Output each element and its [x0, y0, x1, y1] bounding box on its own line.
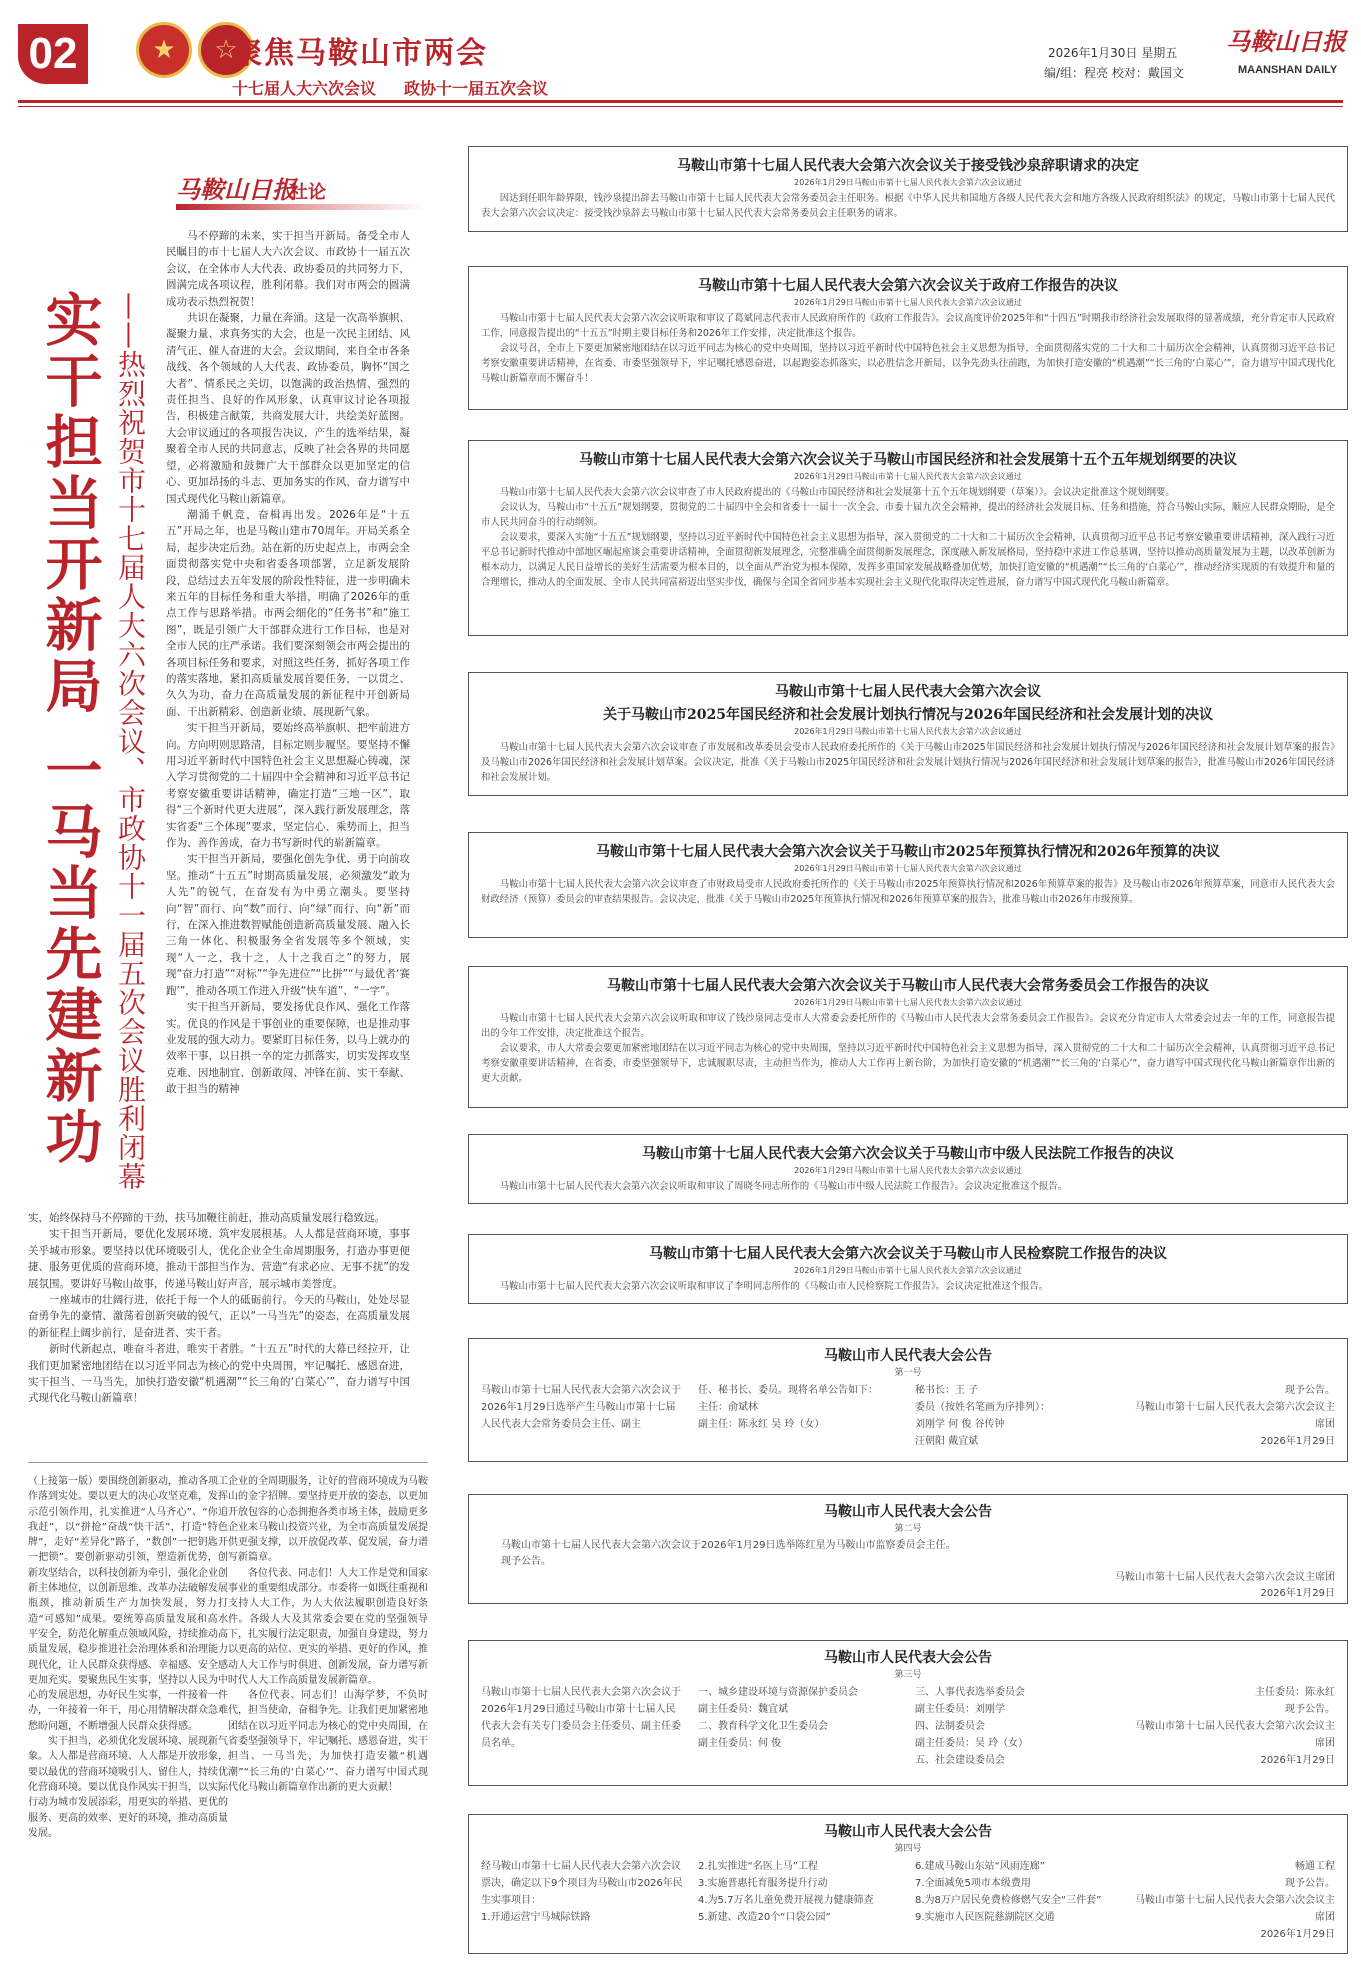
notice-title: 马鞍山市人民代表大会公告 — [824, 1504, 992, 1520]
notice-col: 畅通工程 现予公告。 马鞍山市第十七届人民代表大会第六次会议主席团 2026年1月29日 — [1135, 1861, 1335, 1940]
editorial-tag: 社论 — [290, 182, 326, 203]
resolution-date: 2026年1月29日马鞍山市第十七届人民代表大会第六次会议通过 — [794, 864, 1022, 873]
masthead — [0, 0, 1361, 110]
notice-col: 任、秘书长、委员。现将名单公告如下： 主任：俞斌林 副主任：陈永红 吴 玲（女） — [698, 1385, 878, 1430]
resolution-box — [468, 266, 1348, 410]
resolution-title: 马鞍山市第十七届人民代表大会第六次会议关于马鞍山市2025年预算执行情况和2026年预算的决议 — [596, 844, 1220, 860]
notice-title: 马鞍山市人民代表大会公告 — [824, 1824, 992, 1840]
notice-box — [468, 1338, 1348, 1462]
resolution-text: 会议要求，市人大常委会要更加紧密地团结在以习近平同志为核心的党中央周围，坚持以习近平新时代中国特色社会主义思想为指导，深入贯彻党的二十大和二十届历次全会精神，认真贯彻习近平总书记考察安徽重要讲话精神，在省委、市委坚强领导下，忠诚履职尽责，主动担当作为，推动人大工作再上新台阶，为加快打造安徽的“机遇潮”“长三角的‘白菜心’”，奋力谱写中国式现代化马鞍山新篇章作出新的更大贡献。 — [481, 1043, 1335, 1084]
lower-divider — [28, 1462, 428, 1463]
notice-text: 马鞍山市第十七届人民代表大会第六次会议于2026年1月29日选举陈红星为马鞍山市监察委员会主任。 — [501, 1540, 956, 1551]
notice-title: 马鞍山市人民代表大会公告 — [824, 1650, 992, 1666]
cppcc-emblem-icon: ☆ — [198, 22, 254, 78]
editorial-subheadline: ——热烈祝贺市十七届人大六次会议、市政协十一届五次会议胜利闭幕 — [114, 292, 147, 1191]
editorial-body-continued: 实，始终保持马不停蹄的干劲，扶马加鞭往前赶，推动高质量发展行稳致远。 实干担当开新局，要优化发展环境、筑牢发展根基。人人都是营商环境，事事关乎城市形象。要坚持以优环境吸引人，优化企业全生命周期服务，打造办事更便捷、服务更优质的营商环境，推动干部担当作为、营造“有求必应、无事不扰”的发展氛围。要讲好马鞍山故事，传递马鞍山好声音，展示城市美誉度。 一座城市的壮阔行进，依托于每一个人的砥砺前行。今天的马鞍山，处处尽显奋勇争先的豪情、激荡着创新突破的锐气，正以“一马当先”的姿态，在高质量发展的新征程上阔步前行，是奋进者、实干者。 新时代新起点，唯奋斗者进，唯实干者胜。“十五五”时代的大幕已经拉开，让我们更加紧密地团结在以习近平同志为核心的党中央周围，牢记嘱托、感恩奋进，实干担当、一马当先，加快打造安徽“机遇潮”“长三角的‘白菜心’”，奋力谱写中国式现代化马鞍山新篇章！ — [28, 1212, 410, 1405]
notice-date: 2026年1月29日 — [1260, 1588, 1335, 1599]
notice-text: 现予公告。 — [501, 1556, 551, 1567]
notice-number: 第三号 — [894, 1670, 922, 1680]
national-emblem-icon: ★ — [136, 22, 192, 78]
notice-col: 经马鞍山市第十七届人民代表大会第六次会议票决，确定以下9个项目为马鞍山市2026年民生实事项目： 1.开通运营宁马城际铁路 — [481, 1861, 683, 1923]
resolution-date: 2026年1月29日马鞍山市第十七届人民代表大会第六次会议通过 — [794, 472, 1022, 481]
notice-title: 马鞍山市人民代表大会公告 — [824, 1348, 992, 1364]
resolution-box — [468, 966, 1348, 1108]
header-rule-thin — [18, 106, 1343, 107]
resolution-text: 马鞍山市第十七届人民代表大会第六次会议审查了市人民政府提出的《马鞍山市国民经济和社会发展第十五个五年规划纲要（草案）》。会议决定批准这个规划纲要。 — [499, 487, 1175, 498]
resolution-box — [468, 672, 1348, 796]
resolution-box — [468, 1134, 1348, 1204]
resolution-date: 2026年1月29日马鞍山市第十七届人民代表大会第六次会议通过 — [794, 1166, 1022, 1175]
notice-box — [468, 1640, 1348, 1786]
resolution-text: 马鞍山市第十七届人民代表大会第六次会议听取和审议了钱沙泉同志受市人大常委会委托所作的《马鞍山市人民代表大会常务委员会工作报告》。会议充分肯定市人大常委会过去一年的工作，同意报告提出的今年工作安排，决定批准这个报告。 — [481, 1013, 1335, 1039]
resolution-text: 会议要求，要深入实施“十五五”规划纲要，坚持以习近平新时代中国特色社会主义思想为指导，深入贯彻党的二十大和二十届历次全会精神，认真贯彻习近平总书记考察安徽重要讲话精神，深入践行习近平总书记新时代推动中部地区崛起座谈会重要讲话精神，全面贯彻新发展理念，完整准确全面贯彻新发展理念，深度融入新发展格局，坚持稳中求进工作总基调，坚持以推动高质量发展为主题，以改革创新为根本动力，以满足人民日益增长的美好生活需要为根本目的，以全面从严治党为根本保障，发挥多重国家发展战略叠加优势，加快打造安徽的“机遇潮”“长三角的‘白菜心’”，推动经济实现质的有效提升和量的合理增长，推动人的全面发展、全市人民共同富裕迈出坚实步伐，确保与全国全省同步基本实现社会主义现代化取得决定性进展，奋力谱写中国式现代化马鞍山新篇章。 — [481, 532, 1335, 588]
notice-col: 秘书长：王 子 委员（按姓名笔画为序排列）： 刘刚学 何 俊 谷传钟 汪朝阳 戴宜斌 — [915, 1385, 1050, 1447]
newspaper-logo-en: MAANSHAN DAILY — [1238, 64, 1338, 76]
resolution-title: 马鞍山市第十七届人民代表大会第六次会议 — [775, 684, 1041, 700]
notice-col: 马鞍山市第十七届人民代表大会第六次会议于2026年1月29日通过马鞍山市第十七届人民代表大会有关专门委员会主任委员、副主任委员名单。 — [481, 1687, 681, 1749]
resolution-box — [468, 832, 1348, 938]
section-subtitle: 十七届人大六次会议 政协十一届五次会议 — [232, 79, 549, 98]
newspaper-logo: 马鞍山日报 — [1226, 27, 1346, 56]
resolution-date: 2026年1月29日马鞍山市第十七届人民代表大会第六次会议通过 — [794, 1266, 1022, 1275]
resolution-title: 马鞍山市第十七届人民代表大会第六次会议关于马鞍山市人民检察院工作报告的决议 — [649, 1246, 1167, 1262]
editorial-headline: 实干担当开新局 一马当先建新功 — [36, 290, 102, 1168]
resolution-text: 马鞍山市第十七届人民代表大会第六次会议审查了市财政局受市人民政府委托所作的《关于马鞍山市2025年预算执行情况和2026年预算草案的报告》及马鞍山市2026年预算草案，同意市人民代表大会财政经济（预算）委员会的审查结果报告。会议决定，批准《关于马鞍山市2025年预算执行情况和2026年预算草案的报告》，批准马鞍山市2026年市级预算。 — [481, 879, 1335, 905]
resolution-date: 2026年1月29日马鞍山市第十七届人民代表大会第六次会议通过 — [794, 727, 1022, 736]
notice-box — [468, 1814, 1348, 1954]
notice-box — [468, 1494, 1348, 1604]
notice-col: 三、人事代表选举委员会 副主任委员：刘刚学 四、法制委员会 副主任委员：吴 玲（女） 五、社会建设委员会 — [915, 1687, 1029, 1766]
resolution-text: 会议号召，全市上下要更加紧密地团结在以习近平同志为核心的党中央周围，坚持以习近平新时代中国特色社会主义思想为指导，全面贯彻落实党的二十大和二十届历次全会精神，认真贯彻习近平总书记考察安徽重要讲话精神，在省委、市委坚强领导下，牢记嘱托感恩奋进，以起跑姿态抓落实，以必胜信念开新局，以争先劲头往前跑，为加快打造安徽的“机遇潮”“长三角的‘白菜心’”，奋力谱写中国式现代化马鞍山新篇章而不懈奋斗！ — [481, 343, 1335, 384]
resolution-date: 2026年1月29日马鞍山市第十七届人民代表大会第六次会议通过 — [794, 998, 1022, 1007]
resolution-text: 因达到任职年龄界限，钱沙泉提出辞去马鞍山市第十七届人民代表大会常务委员会主任职务。根据《中华人民共和国地方各级人民代表大会和地方各级人民政府组织法》的规定，马鞍山市第十七届人民代表大会第六次会议决定：接受钱沙泉辞去马鞍山市第十七届人民代表大会常务委员会主任职务的请求。 — [481, 193, 1335, 219]
resolution-text: 马鞍山市第十七届人民代表大会第六次会议审查了市发展和改革委员会受市人民政府委托所作的《关于马鞍山市2025年国民经济和社会发展计划执行情况与2026年国民经济和社会发展计划草案的报告》及马鞍山市2026年国民经济和社会发展计划草案。会议决定，批准《关于马鞍山市2025年国民经济和社会发展计划执行情况与2026年国民经济和社会发展计划草案的报告》，批准马鞍山市2026年国民经济和社会发展计划。 — [481, 742, 1335, 783]
resolution-title: 马鞍山市第十七届人民代表大会第六次会议关于政府工作报告的决议 — [698, 278, 1118, 294]
notice-col: 6.建成马鞍山东站“风雨连廊” 7.全面减免5项市本级费用 8.为8万户居民免费检修燃气安全“三件套” 9.实施市人民医院慈湖院区交通 — [915, 1861, 1102, 1923]
notice-number: 第二号 — [894, 1524, 922, 1534]
notice-signature: 马鞍山市第十七届人民代表大会第六次会议主席团 — [1115, 1572, 1335, 1583]
notice-col: 现予公告。 马鞍山市第十七届人民代表大会第六次会议主席团 2026年1月29日 — [1135, 1385, 1335, 1447]
resolution-title-line2: 关于马鞍山市2025年国民经济和社会发展计划执行情况与2026年国民经济和社会发展计划的决议 — [603, 707, 1213, 723]
resolution-title: 马鞍山市第十七届人民代表大会第六次会议关于马鞍山市中级人民法院工作报告的决议 — [642, 1146, 1174, 1162]
resolution-box — [468, 1234, 1348, 1304]
resolution-text: 马鞍山市第十七届人民代表大会第六次会议听取和审议了葛斌同志代表市人民政府所作的《政府工作报告》。会议高度评价2025年和“十四五”时期我市经济社会发展取得的显著成绩，充分肯定市人民政府工作，同意报告提出的“十五五”时期主要目标任务和2026年工作安排，决定批准这个报告。 — [481, 313, 1335, 339]
editorial-logo: 马鞍山日报 — [176, 175, 296, 204]
header-rule — [18, 100, 1343, 103]
resolution-date: 2026年1月29日马鞍山市第十七届人民代表大会第六次会议通过 — [794, 178, 1022, 187]
resolution-text: 马鞍山市第十七届人民代表大会第六次会议听取和审议了李明同志所作的《马鞍山市人民检察院工作报告》。会议决定批准这个报告。 — [499, 1281, 1049, 1292]
notice-number: 第一号 — [894, 1368, 922, 1378]
editorial-swoosh — [176, 204, 426, 210]
notice-col: 2.扎实推进“名医上马”工程 3.实施普惠托育服务提升行动 4.为5.7万名儿童免费开展视力健康筛查 5.新建、改造20个“口袋公园” — [698, 1861, 874, 1923]
notice-number: 第四号 — [894, 1844, 922, 1854]
issue-date: 2026年1月30日 星期五 — [1048, 46, 1178, 60]
notice-col: 马鞍山市第十七届人民代表大会第六次会议于2026年1月29日选举产生马鞍山市第十七届人民代表大会常务委员会主任、副主 — [481, 1385, 681, 1430]
continued-article-col2: 企业的全周期服务，让好的营商环境成为马鞍山的金字招牌。要坚持更开放的姿态，以更加开放包容的心态拥抱各类市场主体，鼓励更多企业来马鞍山投资兴业，为全市高质量发展提供更强支撑，以开放促改革、促发展，奋力谱写新篇章。 各位代表、同志们！人大工作是党和国家事业的重要组成部分。市委将一如既往重视和支持人大工作，为人大依法履职创造良好条件。各级人大及其常委会要在党的坚强领导下，扎实履行法定职责，加强自身建设，努力以更高的站位、更实的举措、更好的作风，推动人大工作与时俱进、创新发展，奋力谱写新时代人大工作高质量发展新篇章。 各位代表、同志们！山海学梦，不负时代，担当使命，奋楫争先。让我们更加紧密地团结在以习近平同志为核心的党中央周围，在省委坚强领导下，牢记嘱托、感恩奋进，实干担当、一马当先，为加快打造安徽“机遇潮”“长三角的‘白菜心’”、奋力谱写中国式现代化马鞍山新篇章作出新的更大贡献！ — [228, 1476, 428, 1793]
resolution-date: 2026年1月29日马鞍山市第十七届人民代表大会第六次会议通过 — [794, 298, 1022, 307]
resolution-box — [468, 440, 1348, 636]
notice-col: 一、城乡建设环境与资源保护委员会 副主任委员：魏宜斌 二、教育科学文化卫生委员会 副主任委员：何 俊 — [698, 1687, 858, 1749]
notice-col: 主任委员：陈永红 现予公告。 马鞍山市第十七届人民代表大会第六次会议主席团 2026年1月29日 — [1135, 1687, 1335, 1766]
editorial-body: 马不停蹄的未来，实干担当开新局。备受全市人民瞩目的市十七届人大六次会议、市政协十一届五次会议，在全体市人大代表、政协委员的共同努力下，圆满完成各项议程，胜利闭幕。我们对市两会的圆满成功表示热烈祝贺！ 共识在凝聚，力量在奔涌。这是一次高举旗帜、凝聚力量、求真务实的大会，也是一次民主团结、风清气正、催人奋进的大会。会议期间，来自全市各条战线、各个领域的人大代表、政协委员，胸怀“国之大者”、情系民之关切，以饱满的政治热情、强烈的责任担当、良好的作风形象，认真审议讨论各项报告，积极建言献策，共商发展大计，共绘美好蓝图。大会审议通过的各项报告决议，产生的选举结果，凝聚着全市人民的共同意志，反映了社会各界的共同愿望，必将激励和鼓舞广大干部群众以更加坚定的信心、更加昂扬的斗志、更加务实的作风，奋力谱写中国式现代化马鞍山新篇章。 潮涌千帆竞，奋楫再出发。2026年是“十五五”开局之年，也是马鞍山建市70周年。开局关系全局，起步决定后劲。站在新的历史起点上，市两会全面贯彻落实党中央和省委各项部署，立足新发展阶段，总结过去五年发展的阶段性特征，进一步明确未来五年的目标任务和重大举措，明确了2026年的重点工作与思路举措。市两会细化的“任务书”和“施工图”，既是引领广大干部群众进行工作目标，也是对全市人民的庄严承诺。我们要深刻领会市两会提出的各项目标任务和要求，对照这些任务，抓好各项工作的落实落地，紧扣高质量发展首要任务，一以贯之、久久为功，奋力在高质量发展的新征程中开创新局面、干出新精彩、创造新业绩、展现新气象。 实干担当开新局，要始终高举旗帜、把牢前进方向。方向明则思路清，目标定则步履坚。要坚持不懈用习近平新时代中国特色社会主义思想凝心铸魂，深入学习贯彻党的二十届四中全会精神和习近平总书记考察安徽重要讲话精神，确定打造“三地一区”、取得“三个新时代更大进展”，深入践行新发展理念，落实省委“三个体现”要求，坚定信心、乘势而上，担当作为、善作善成，奋力书写新时代的崭新篇章。 实干担当开新局，要强化创先争优、勇于向前攻坚。推动“十五五”时期高质量发展，必须激发“敢为人先”的锐气，在奋发有为中勇立潮头。要坚持向“智”而行、向“数”而行、向“绿”而行、向“新”而行，在深入推进数智赋能创造新高质量发展、融入长三角一体化、积极服务全省发展等多个领域，实现“人一之，我十之，人十之我百之”的努力，展现“奋力打造”“对标”“争先进位”“比拼”“与最优者‘赛跑’”，推动各项工作进入升级“快车道”、“一字”。 实干担当开新局，要发扬优良作风、强化工作落实。优良的作风是干事创业的重要保障，也是推动事业发展的强大动力。要紧盯目标任务，以马上就办的效率干事，以日拱一卒的定力抓落实，切实发挥攻坚克难、因地制宜、创新敢闯、冲锋在前、实干奉献、敢于担当的精神 — [166, 230, 410, 1096]
editor-credits: 编/组：程亮 校对：戴国文 — [1044, 66, 1184, 80]
resolution-title: 马鞍山市第十七届人民代表大会第六次会议关于马鞍山市人民代表大会常务委员会工作报告的决议 — [607, 978, 1209, 994]
resolution-box — [468, 146, 1348, 232]
page-number: 02 — [18, 24, 88, 84]
resolution-title: 马鞍山市第十七届人民代表大会第六次会议关于接受钱沙泉辞职请求的决定 — [677, 158, 1139, 174]
continued-article-col1: （上接第一版）要围绕创新驱动，推动各项工作落到实处。要以更大的决心攻坚克难，发挥示范引领作用，扎实推进“人马齐心”、“你追我赶”，以“拼抢”奋战“快干活”，打造“特色牌”，走好“差异化”路子，“数创”一把钥匙开一把锁”。要创新驱动引领，塑造新优势，创新攻坚结合，以科技创新为牵引，强化企业创新主体地位，以创新思维、改革办法破解发展瓶颈，推动新质生产力加快发展，努力打造“可感知”成果。要统筹高质量发展和高水平安全，防范化解重点领域风险，持续推动高质量发展，稳步推进社会治理体系和治理能力现代化，让人民群众获得感、幸福感、安全感更加充实。要聚焦民生实事，坚持以人民为中心的发展思想，办好民生实事，一件接着一件办，一年接着一年干，用心用情解决群众急难愁盼问题，不断增强人民群众获得感。 实干担当，必须优化发展环境、展现新气象。人人都是营商环境、人人都是开放形象，要以最优的营商环境吸引人、留住人，持续优化营商环境。要以优良作风实干担当，以实际行动为城市发展添彩，用更实的举措、更优的服务、更高的效率、更好的环境，推动高质量发展。 — [28, 1476, 228, 1839]
section-title: 聚焦马鞍山市两会 — [232, 36, 488, 71]
resolution-text: 马鞍山市第十七届人民代表大会第六次会议听取和审议了周晓冬同志所作的《马鞍山市中级人民法院工作报告》。会议决定批准这个报告。 — [499, 1181, 1067, 1192]
resolution-text: 会议认为，马鞍山市“十五五”规划纲要，贯彻党的二十届四中全会和省委十一届十一次全会、市委十届九次全会精神，提出的经济社会发展目标、任务和措施，符合马鞍山实际，顺应人民群众期盼，是全市人民共同奋斗的行动纲领。 — [481, 502, 1335, 528]
resolution-title: 马鞍山市第十七届人民代表大会第六次会议关于马鞍山市国民经济和社会发展第十五个五年规划纲要的决议 — [579, 452, 1237, 468]
